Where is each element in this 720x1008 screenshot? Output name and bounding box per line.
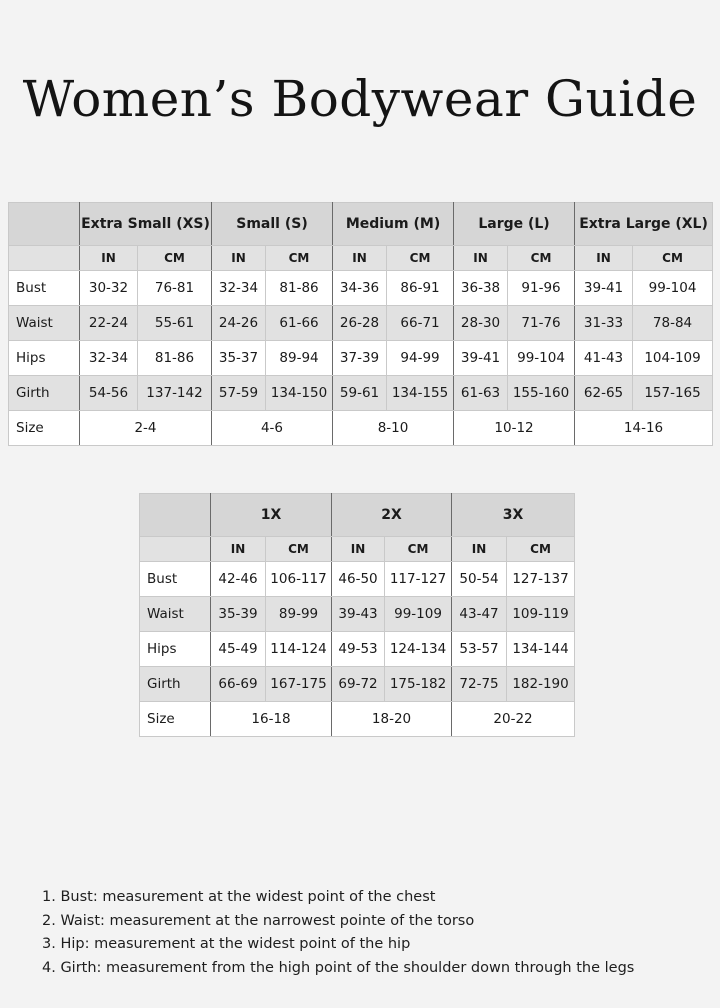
size-group-header: Extra Small (XS) — [80, 203, 212, 246]
value-cm-cell: 55-61 — [138, 306, 212, 341]
standard-size-table — [8, 202, 713, 446]
value-cm-cell: 175-182 — [385, 667, 452, 702]
unit-header-cm: CM — [266, 246, 333, 271]
unit-header-cm: CM — [387, 246, 454, 271]
row-label: Hips — [9, 341, 80, 376]
value-cm-cell: 157-165 — [633, 376, 713, 411]
table-row — [9, 411, 713, 446]
value-in-cell: 26-28 — [333, 306, 387, 341]
table-row — [140, 632, 575, 667]
value-cm-cell: 89-99 — [266, 597, 332, 632]
value-in-cell: 49-53 — [332, 632, 385, 667]
value-in-cell: 42-46 — [211, 562, 266, 597]
value-in-cell: 72-75 — [452, 667, 507, 702]
value-in-cell: 39-41 — [575, 271, 633, 306]
table-row — [140, 562, 575, 597]
table-row — [9, 306, 713, 341]
value-in-cell: 43-47 — [452, 597, 507, 632]
size-group-header: Extra Large (XL) — [575, 203, 713, 246]
corner-cell — [9, 203, 80, 246]
unit-header-in: IN — [575, 246, 633, 271]
value-cm-cell: 114-124 — [266, 632, 332, 667]
value-cm-cell: 91-96 — [508, 271, 575, 306]
size-range-cell: 16-18 — [211, 702, 332, 737]
size-group-header: Large (L) — [454, 203, 575, 246]
unit-header-in: IN — [454, 246, 508, 271]
value-in-cell: 28-30 — [454, 306, 508, 341]
size-range-cell: 4-6 — [212, 411, 333, 446]
value-cm-cell: 134-150 — [266, 376, 333, 411]
value-in-cell: 50-54 — [452, 562, 507, 597]
note-item: 4. Girth: measurement from the high point of the shoulder down through the legs — [42, 959, 635, 976]
value-cm-cell: 167-175 — [266, 667, 332, 702]
value-cm-cell: 81-86 — [138, 341, 212, 376]
table-row — [140, 667, 575, 702]
table-row — [9, 376, 713, 411]
value-cm-cell: 71-76 — [508, 306, 575, 341]
value-cm-cell: 76-81 — [138, 271, 212, 306]
value-cm-cell: 104-109 — [633, 341, 713, 376]
note-item: 3. Hip: measurement at the widest point of the hip — [42, 936, 411, 952]
value-cm-cell: 127-137 — [507, 562, 575, 597]
table-row — [140, 597, 575, 632]
size-range-cell: 2-4 — [80, 411, 212, 446]
unit-header-in: IN — [333, 246, 387, 271]
plus-size-table — [139, 493, 575, 737]
value-cm-cell: 106-117 — [266, 562, 332, 597]
size-range-cell: 14-16 — [575, 411, 713, 446]
unit-header-cm: CM — [508, 246, 575, 271]
table-row — [9, 271, 713, 306]
size-group-header: 3X — [452, 494, 575, 537]
row-label: Waist — [140, 597, 211, 632]
value-cm-cell: 137-142 — [138, 376, 212, 411]
unit-header-cm: CM — [138, 246, 212, 271]
unit-header-in: IN — [332, 537, 385, 562]
measurement-notes — [42, 886, 634, 980]
value-cm-cell: 81-86 — [266, 271, 333, 306]
unit-header-cm: CM — [633, 246, 713, 271]
unit-header-cm: CM — [507, 537, 575, 562]
value-cm-cell: 94-99 — [387, 341, 454, 376]
page-title: Women’s Bodywear Guide — [22, 70, 698, 128]
value-in-cell: 24-26 — [212, 306, 266, 341]
row-label: Bust — [140, 562, 211, 597]
note-item: 2. Waist: measurement at the narrowest pointe of the torso — [42, 912, 475, 929]
value-cm-cell: 182-190 — [507, 667, 575, 702]
value-in-cell: 61-63 — [454, 376, 508, 411]
row-label: Waist — [9, 306, 80, 341]
corner-cell — [9, 246, 80, 271]
value-cm-cell: 61-66 — [266, 306, 333, 341]
size-group-header: 2X — [332, 494, 452, 537]
value-in-cell: 37-39 — [333, 341, 387, 376]
value-in-cell: 30-32 — [80, 271, 138, 306]
value-in-cell: 66-69 — [211, 667, 266, 702]
value-in-cell: 39-41 — [454, 341, 508, 376]
size-group-header: 1X — [211, 494, 332, 537]
row-label: Size — [9, 411, 80, 446]
value-cm-cell: 134-144 — [507, 632, 575, 667]
size-range-cell: 20-22 — [452, 702, 575, 737]
row-label: Girth — [140, 667, 211, 702]
size-group-header: Small (S) — [212, 203, 333, 246]
measurement-rows — [9, 271, 713, 446]
unit-header-cm: CM — [385, 537, 452, 562]
row-label: Size — [140, 702, 211, 737]
value-in-cell: 69-72 — [332, 667, 385, 702]
value-in-cell: 32-34 — [212, 271, 266, 306]
value-in-cell: 34-36 — [333, 271, 387, 306]
unit-header-in: IN — [211, 537, 266, 562]
value-cm-cell: 124-134 — [385, 632, 452, 667]
value-in-cell: 41-43 — [575, 341, 633, 376]
size-range-cell: 18-20 — [332, 702, 452, 737]
value-in-cell: 53-57 — [452, 632, 507, 667]
size-range-cell: 8-10 — [333, 411, 454, 446]
value-in-cell: 35-37 — [212, 341, 266, 376]
unit-header-in: IN — [212, 246, 266, 271]
row-label: Girth — [9, 376, 80, 411]
unit-header-in: IN — [452, 537, 507, 562]
value-in-cell: 32-34 — [80, 341, 138, 376]
value-cm-cell: 155-160 — [508, 376, 575, 411]
value-in-cell: 59-61 — [333, 376, 387, 411]
value-in-cell: 62-65 — [575, 376, 633, 411]
table-row — [9, 341, 713, 376]
value-in-cell: 57-59 — [212, 376, 266, 411]
unit-header-cm: CM — [266, 537, 332, 562]
unit-header-in: IN — [80, 246, 138, 271]
value-cm-cell: 66-71 — [387, 306, 454, 341]
corner-cell — [140, 494, 211, 537]
value-in-cell: 31-33 — [575, 306, 633, 341]
value-in-cell: 36-38 — [454, 271, 508, 306]
value-cm-cell: 109-119 — [507, 597, 575, 632]
value-cm-cell: 99-104 — [633, 271, 713, 306]
value-cm-cell: 78-84 — [633, 306, 713, 341]
value-cm-cell: 99-109 — [385, 597, 452, 632]
value-in-cell: 35-39 — [211, 597, 266, 632]
value-cm-cell: 89-94 — [266, 341, 333, 376]
measurement-rows — [140, 562, 575, 737]
row-label: Hips — [140, 632, 211, 667]
value-cm-cell: 86-91 — [387, 271, 454, 306]
value-in-cell: 54-56 — [80, 376, 138, 411]
value-in-cell: 45-49 — [211, 632, 266, 667]
value-cm-cell: 99-104 — [508, 341, 575, 376]
corner-cell — [140, 537, 211, 562]
size-range-cell: 10-12 — [454, 411, 575, 446]
row-label: Bust — [9, 271, 80, 306]
note-item: 1. Bust: measurement at the widest point of the chest — [42, 889, 436, 905]
value-in-cell: 39-43 — [332, 597, 385, 632]
value-cm-cell: 117-127 — [385, 562, 452, 597]
value-in-cell: 46-50 — [332, 562, 385, 597]
size-group-header: Medium (M) — [333, 203, 454, 246]
table-row — [140, 702, 575, 737]
value-cm-cell: 134-155 — [387, 376, 454, 411]
value-in-cell: 22-24 — [80, 306, 138, 341]
